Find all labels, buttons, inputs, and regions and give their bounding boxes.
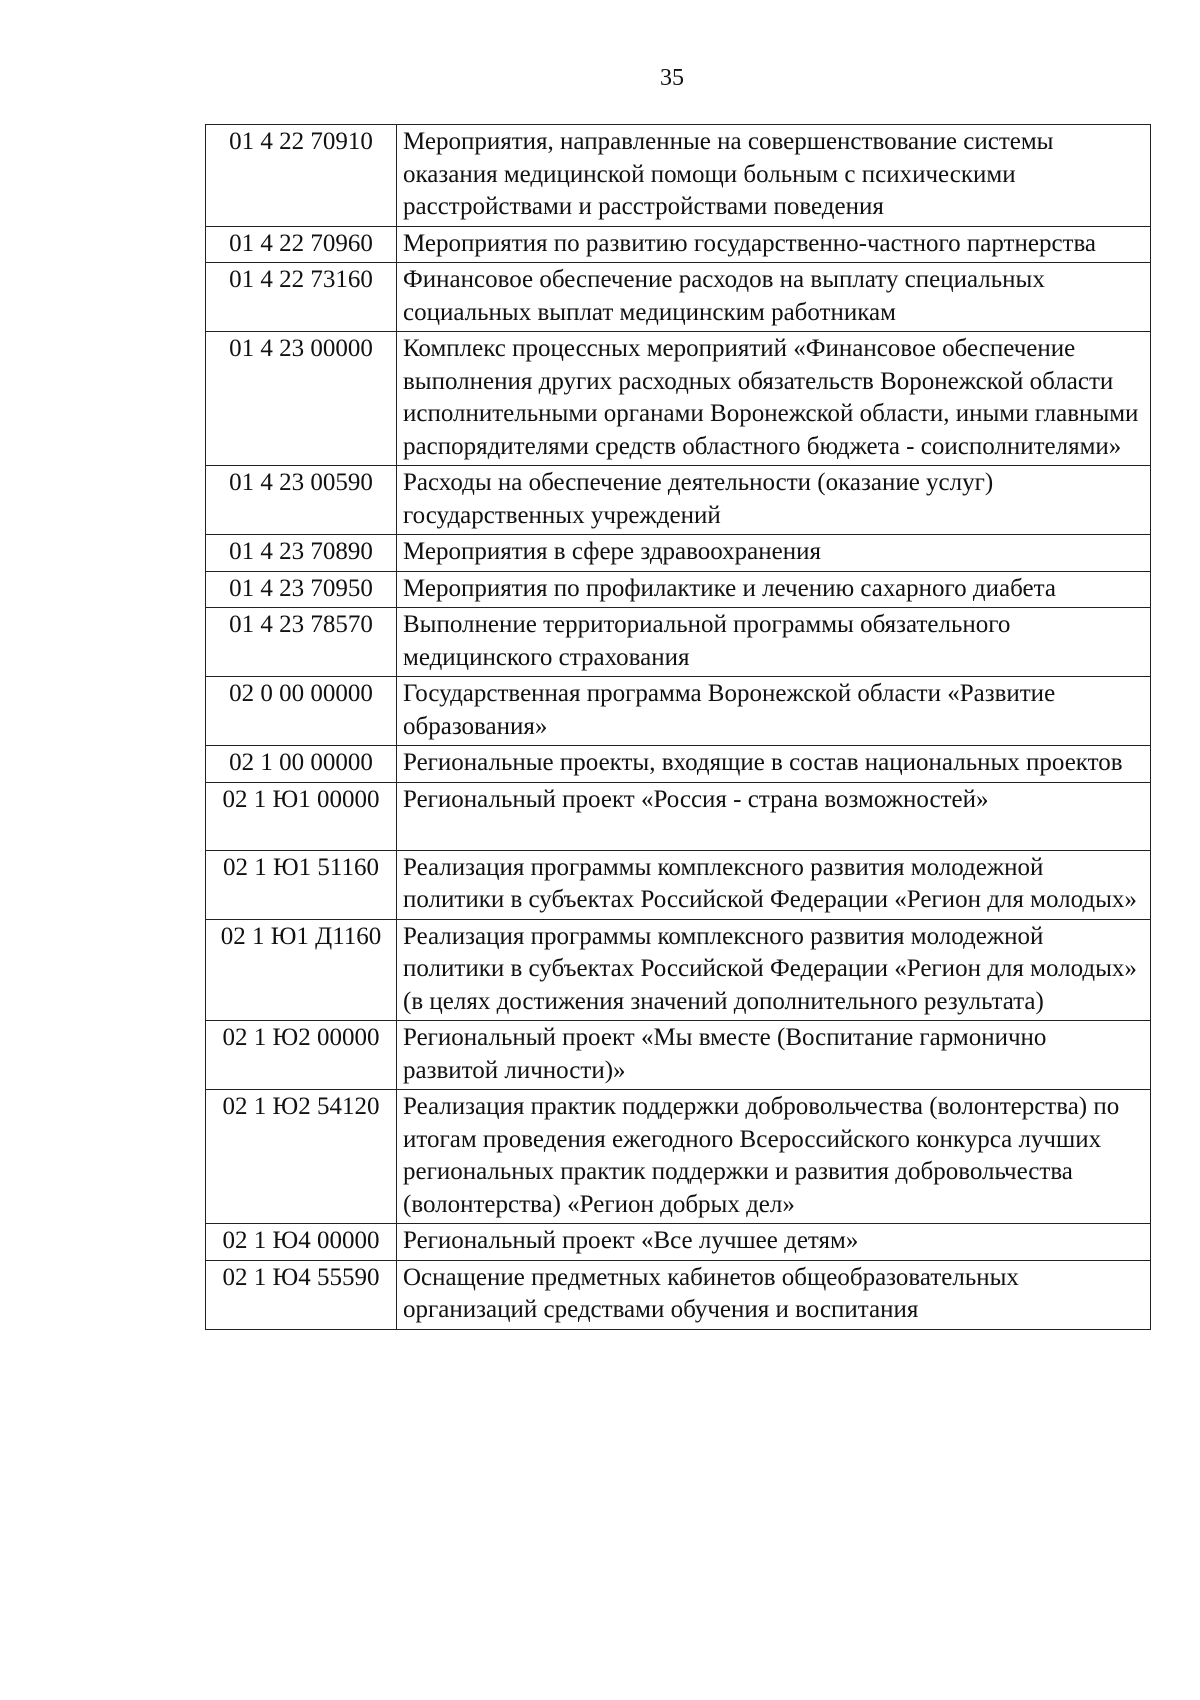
budget-codes-table — [205, 124, 1151, 1330]
row-name: Расходы на обеспечение деятельности (оказание услуг) государственных учреждений — [397, 466, 1151, 535]
table-row — [206, 332, 1151, 466]
row-code: 02 1 Ю2 54120 — [206, 1090, 397, 1224]
row-name: Региональный проект «Россия - страна возможностей» — [397, 782, 1151, 850]
row-name: Финансовое обеспечение расходов на выплату специальных социальных выплат медицинским работникам — [397, 263, 1151, 332]
row-code: 02 1 Ю4 55590 — [206, 1260, 397, 1329]
table-row — [206, 919, 1151, 1021]
table-row — [206, 263, 1151, 332]
row-name: Комплекс процессных мероприятий «Финансовое обеспечение выполнения других расходных обязательств Воронежской области исполнительными органами Воронежской области, иными главными распорядителями средств областного бюджета - соисполнителями» — [397, 332, 1151, 466]
row-code: 02 1 Ю1 00000 — [206, 782, 397, 850]
row-name: Реализация программы комплексного развития молодежной политики в субъектах Российской Федерации «Регион для молодых» (в целях достижения значений дополнительного результата) — [397, 919, 1151, 1021]
row-name: Мероприятия по профилактике и лечению сахарного диабета — [397, 571, 1151, 608]
table-row — [206, 850, 1151, 919]
row-name: Мероприятия по развитию государственно-частного партнерства — [397, 226, 1151, 263]
table-row — [206, 677, 1151, 746]
table-row — [206, 746, 1151, 783]
row-name: Мероприятия, направленные на совершенствование системы оказания медицинской помощи больным с психическими расстройствами и расстройствами поведения — [397, 125, 1151, 227]
table-row — [206, 1021, 1151, 1090]
table-row — [206, 1090, 1151, 1224]
row-name: Региональный проект «Все лучшее детям» — [397, 1224, 1151, 1261]
row-code: 01 4 23 70890 — [206, 535, 397, 572]
row-code: 01 4 22 70910 — [206, 125, 397, 227]
table-row — [206, 535, 1151, 572]
table-row — [206, 1260, 1151, 1329]
table-row — [206, 226, 1151, 263]
row-name: Региональный проект «Мы вместе (Воспитание гармонично развитой личности)» — [397, 1021, 1151, 1090]
row-code: 02 1 Ю1 51160 — [206, 850, 397, 919]
row-code: 02 1 00 00000 — [206, 746, 397, 783]
table-row — [206, 608, 1151, 677]
row-code: 01 4 23 00590 — [206, 466, 397, 535]
row-name: Региональные проекты, входящие в состав национальных проектов — [397, 746, 1151, 783]
row-name: Реализация практик поддержки добровольчества (волонтерства) по итогам проведения ежегодного Всероссийского конкурса лучших региональных практик поддержки и развития добровольчества (волонтерства) «Регион добрых дел» — [397, 1090, 1151, 1224]
table-row — [206, 782, 1151, 850]
table-row — [206, 466, 1151, 535]
row-code: 02 1 Ю1 Д1160 — [206, 919, 397, 1021]
row-name: Государственная программа Воронежской области «Развитие образования» — [397, 677, 1151, 746]
row-name: Оснащение предметных кабинетов общеобразовательных организаций средствами обучения и воспитания — [397, 1260, 1151, 1329]
row-code: 01 4 23 70950 — [206, 571, 397, 608]
table-row — [206, 125, 1151, 227]
row-code: 01 4 22 73160 — [206, 263, 397, 332]
row-code: 01 4 23 78570 — [206, 608, 397, 677]
row-code: 02 0 00 00000 — [206, 677, 397, 746]
row-name: Мероприятия в сфере здравоохранения — [397, 535, 1151, 572]
row-code: 02 1 Ю2 00000 — [206, 1021, 397, 1090]
table-row — [206, 1224, 1151, 1261]
row-code: 01 4 23 00000 — [206, 332, 397, 466]
row-code: 02 1 Ю4 00000 — [206, 1224, 397, 1261]
table-row — [206, 571, 1151, 608]
page-number: 35 — [660, 65, 684, 91]
row-name: Выполнение территориальной программы обязательного медицинского страхования — [397, 608, 1151, 677]
row-name: Реализация программы комплексного развития молодежной политики в субъектах Российской Федерации «Регион для молодых» — [397, 850, 1151, 919]
row-code: 01 4 22 70960 — [206, 226, 397, 263]
